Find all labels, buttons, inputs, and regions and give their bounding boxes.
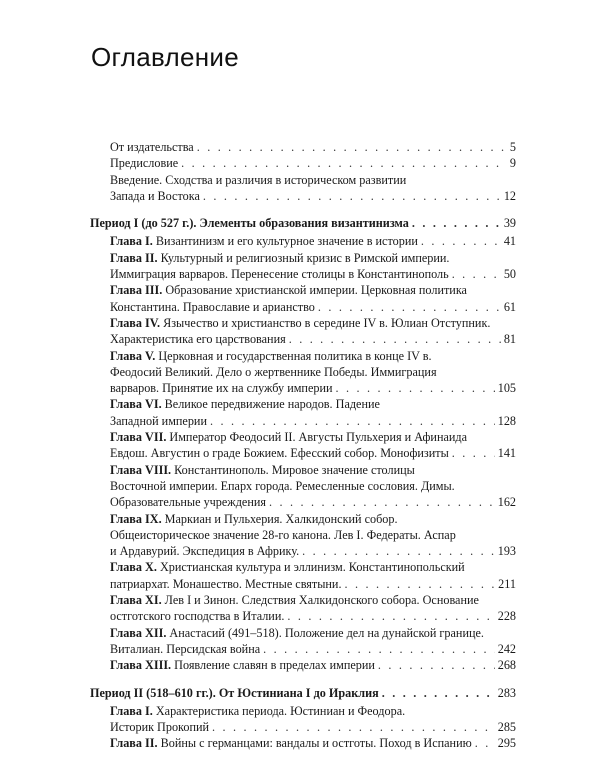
dot-leader	[412, 215, 501, 231]
chapter-label: Глава I.	[110, 234, 153, 249]
entry-title: Лев I и Зинон. Следствия Халкидонского собора. Основание	[164, 593, 479, 608]
entry-text	[90, 215, 409, 231]
front-entry[interactable]	[90, 139, 516, 155]
entry-text	[110, 266, 449, 282]
page-number: 193	[497, 544, 516, 559]
chapter-label: Глава VI.	[110, 397, 162, 412]
page-number: 141	[497, 446, 516, 461]
dot-leader	[263, 641, 495, 657]
entry-title: Маркиан и Пульхерия. Халкидонский собор.	[164, 511, 398, 526]
table-of-contents	[90, 139, 516, 763]
chapter-entry[interactable]	[90, 429, 516, 462]
entry-title: остготского господства в Италии.	[110, 609, 285, 624]
entry-title: Великое передвижение народов. Падение	[164, 397, 380, 412]
entry-text	[110, 283, 467, 297]
dot-leader	[345, 576, 496, 592]
entry-text	[110, 463, 415, 477]
page-number: 268	[497, 658, 516, 673]
dot-leader	[452, 266, 501, 282]
entry-text	[110, 430, 467, 444]
dot-leader	[382, 685, 495, 701]
chapter-entry[interactable]	[90, 592, 516, 625]
dot-leader	[475, 735, 495, 751]
chapter-label: Глава V.	[110, 348, 156, 363]
entry-text	[110, 380, 333, 396]
entry-text	[110, 365, 437, 379]
dot-leader	[289, 331, 501, 347]
dot-leader	[378, 657, 495, 673]
entry-text	[110, 543, 299, 559]
page-number: 105	[497, 381, 516, 396]
page-number: 50	[503, 267, 516, 282]
dot-leader	[302, 543, 495, 559]
page-number: 5	[509, 140, 516, 154]
period-section	[90, 685, 516, 752]
entry-title: Евдош. Августин о граде Божием. Ефесский собор. Монофизиты	[110, 446, 449, 461]
entry-text	[110, 626, 484, 640]
chapter-label: Глава XI.	[110, 593, 162, 608]
dot-leader	[336, 380, 495, 396]
page-number: 295	[497, 736, 516, 751]
entry-title: Появление славян в пределах империи	[174, 658, 375, 673]
entry-title: Образовательные учреждения	[110, 495, 266, 510]
page-number: 242	[497, 641, 516, 656]
page-number: 12	[503, 188, 516, 203]
chapter-label: Глава III.	[110, 283, 163, 298]
chapter-label: Глава XII.	[110, 625, 167, 640]
entry-title: Культурный и религиозный кризис в Римской империи.	[160, 250, 450, 265]
entry-title: Введение. Сходства и различия в историческом развитии	[110, 172, 407, 187]
front-entry[interactable]	[90, 155, 516, 171]
page-number: 285	[497, 720, 516, 735]
entry-text	[110, 593, 479, 607]
entry-title: Историк Прокопий	[110, 720, 210, 735]
entry-text	[110, 494, 266, 510]
entry-text	[110, 251, 449, 265]
chapter-entry[interactable]	[90, 396, 516, 429]
entry-title: Виталиан. Персидская война	[110, 641, 261, 656]
entry-title: Император Феодосий II. Августы Пульхерия и Афинаида	[169, 430, 468, 445]
dot-leader	[212, 719, 495, 735]
chapter-entry[interactable]	[90, 703, 516, 736]
entry-title: Феодосий Великий. Дело о жертвеннике Победы. Иммиграция	[110, 364, 437, 379]
chapter-entry[interactable]	[90, 250, 516, 283]
entry-title: Иммиграция варваров. Перенесение столицы в Константинополь	[110, 267, 449, 282]
chapter-entry[interactable]	[90, 559, 516, 592]
chapter-label: Глава IX.	[110, 511, 162, 526]
entry-title: От издательства	[110, 140, 194, 154]
entry-title: Характеристика его царствования	[110, 332, 286, 347]
entry-title: Язычество и христианство в середине IV в. Юлиан Отступник.	[163, 315, 491, 330]
entry-title: Восточной империи. Епарх города. Ремесленные сословия. Димы.	[110, 478, 455, 493]
chapter-label: Глава I.	[110, 703, 153, 718]
page-title: Оглавление	[91, 42, 239, 72]
dot-leader	[197, 139, 507, 155]
entry-text	[90, 685, 379, 701]
entry-text	[110, 173, 406, 187]
dot-leader	[203, 188, 501, 204]
chapter-label: Глава IV.	[110, 315, 161, 330]
page-number: 162	[497, 495, 516, 510]
chapter-entry[interactable]	[90, 282, 516, 315]
period-entry[interactable]	[90, 215, 516, 231]
entry-title: Запада и Востока	[110, 188, 200, 203]
dot-leader	[452, 445, 495, 461]
entry-text	[110, 413, 207, 429]
entry-text	[110, 349, 432, 363]
chapter-label: Глава X.	[110, 560, 157, 575]
period-entry[interactable]	[90, 685, 516, 701]
front-entry[interactable]	[90, 172, 516, 205]
chapter-entry[interactable]	[90, 315, 516, 348]
period-section	[90, 215, 516, 673]
chapter-entry[interactable]	[90, 348, 516, 397]
entry-title: Константина. Православие и арианство	[110, 299, 315, 314]
entry-title: Западной империи	[110, 413, 207, 428]
entry-text	[110, 560, 465, 574]
entry-title: варваров. Принятие их на службу империи	[110, 381, 333, 396]
entry-text	[110, 641, 260, 657]
entry-title: Войны с германцами: вандалы и остготы. Поход в Испанию	[160, 736, 472, 751]
chapter-label: Глава II.	[110, 736, 158, 751]
entry-text	[110, 576, 342, 592]
entry-title: Период I (до 527 г.). Элементы образования византинизма	[90, 216, 409, 231]
entry-title: Образование христианской империи. Церковная политика	[165, 283, 467, 298]
page-number: 81	[503, 332, 516, 347]
page-number: 128	[497, 413, 516, 428]
entry-title: Характеристика периода. Юстиниан и Феодора.	[155, 703, 406, 718]
chapter-label: Глава II.	[110, 250, 158, 265]
entry-text	[110, 331, 286, 347]
entry-title: Христианская культура и эллинизм. Константинопольский	[159, 560, 465, 575]
chapter-label: Глава VIII.	[110, 462, 172, 477]
entry-title: Константинополь. Мировое значение столицы	[174, 462, 415, 477]
entry-text	[110, 704, 405, 718]
entry-text	[110, 316, 490, 330]
entry-text	[110, 735, 472, 751]
entry-title: Византинизм и его культурное значение в истории	[155, 234, 418, 249]
page-number: 41	[503, 234, 516, 249]
page-number: 283	[497, 685, 516, 700]
chapter-label: Глава VII.	[110, 430, 167, 445]
entry-text	[110, 657, 375, 673]
dot-leader	[421, 233, 501, 249]
chapter-entry[interactable]	[90, 625, 516, 658]
entry-text	[110, 528, 456, 542]
entry-title: Анастасий (491–518). Положение дел на дунайской границе.	[169, 625, 484, 640]
dot-leader	[181, 155, 507, 171]
entry-title: и Ардавурий. Экспедиция в Африку.	[110, 544, 300, 559]
entry-text	[110, 155, 178, 171]
page-number: 9	[509, 156, 516, 171]
dot-leader	[210, 413, 495, 429]
page-number: 228	[497, 609, 516, 624]
entry-text	[110, 233, 418, 249]
entry-text	[110, 719, 209, 735]
chapter-entry[interactable]	[90, 657, 516, 673]
chapter-entry[interactable]	[90, 735, 516, 751]
page-number: 61	[503, 299, 516, 314]
page-number: 39	[503, 216, 516, 231]
entry-text	[110, 479, 455, 493]
entry-text	[110, 608, 284, 624]
page-number: 211	[498, 576, 516, 591]
entry-text	[110, 397, 380, 411]
dot-leader	[318, 299, 501, 315]
chapter-entry[interactable]	[90, 233, 516, 249]
entry-title: Предисловие	[110, 156, 179, 171]
chapter-label: Глава XIII.	[110, 658, 172, 673]
front-matter	[90, 139, 516, 204]
entry-title: Общеисторическое значение 28-го канона. Лев I. Федераты. Аспар	[110, 527, 456, 542]
entry-title: Церковная и государственная политика в конце IV в.	[158, 348, 432, 363]
entry-text	[110, 445, 449, 461]
entry-text	[110, 139, 194, 155]
chapter-entry[interactable]	[90, 511, 516, 560]
entry-title: патриархат. Монашество. Местные святыни.	[110, 576, 342, 591]
chapter-entry[interactable]	[90, 462, 516, 511]
entry-text	[110, 188, 200, 204]
entry-title: Период II (518–610 гг.). От Юстиниана I до Ираклия	[90, 685, 379, 700]
entry-text	[110, 299, 315, 315]
entry-text	[110, 512, 398, 526]
dot-leader	[287, 608, 494, 624]
dot-leader	[269, 494, 495, 510]
